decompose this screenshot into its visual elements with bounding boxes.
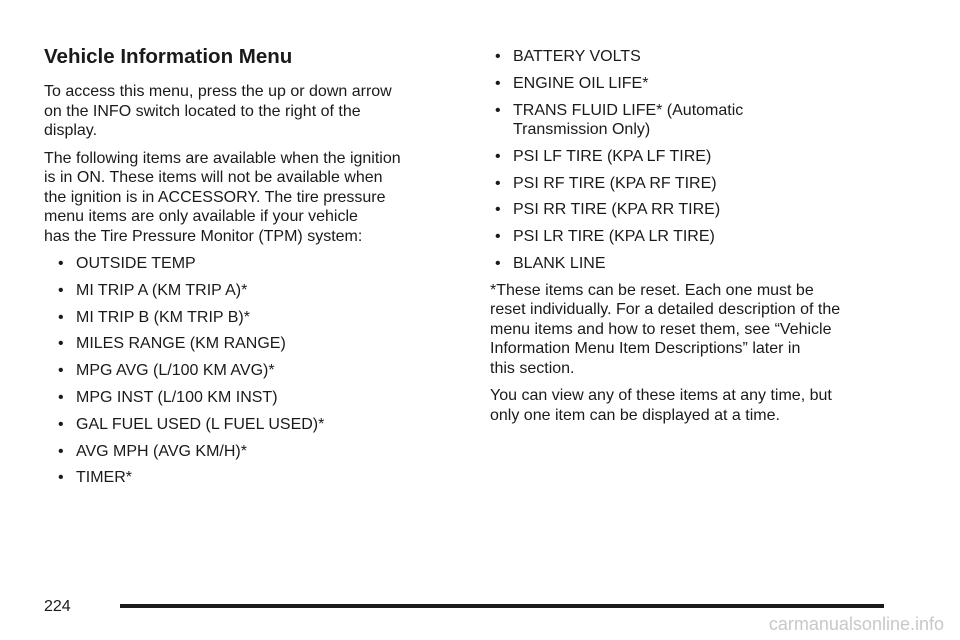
- list-item-label: BATTERY VOLTS: [513, 48, 641, 65]
- left-column: [44, 44, 454, 495]
- list-item: [58, 334, 454, 354]
- bullet-icon: •: [495, 101, 501, 119]
- list-item-label: MPG INST (L/100 KM INST): [76, 388, 278, 406]
- list-item-label: BLANK LINE: [513, 255, 606, 273]
- right-column: [490, 47, 910, 433]
- list-item-label: PSI LR TIRE (KPA LR TIRE): [513, 228, 715, 246]
- list-item: [58, 281, 454, 301]
- bullet-icon: •: [495, 174, 501, 192]
- footer-rule: [120, 604, 884, 608]
- bullet-icon: •: [58, 362, 64, 380]
- list-item: [495, 101, 910, 140]
- list-item: [495, 227, 910, 247]
- bullet-icon: •: [58, 281, 64, 299]
- bullet-icon: •: [58, 442, 64, 460]
- section-title: Vehicle Information Menu: [44, 45, 293, 68]
- bullet-icon: •: [58, 415, 64, 433]
- bullet-icon: •: [58, 469, 64, 487]
- list-item: [495, 254, 910, 274]
- bullet-icon: •: [58, 388, 64, 406]
- list-item-label: TIMER*: [76, 469, 132, 487]
- list-item-label: MILES RANGE (KM RANGE): [76, 335, 286, 353]
- list-item: [58, 415, 454, 435]
- list-item: [495, 174, 910, 194]
- list-item: [495, 47, 910, 67]
- list-item-label: MI TRIP B (KM TRIP B)*: [76, 308, 250, 326]
- list-item: [58, 468, 454, 488]
- bullet-icon: •: [58, 335, 64, 353]
- bullet-icon: •: [58, 255, 64, 272]
- view-note-paragraph: You can view any of these items at any time, but only one item can be displayed at a time.: [490, 387, 832, 424]
- list-item-label: OUTSIDE TEMP: [76, 255, 196, 272]
- bullet-icon: •: [58, 308, 64, 326]
- menu-items-list-right: [495, 47, 910, 274]
- watermark: carmanualsonline.info: [768, 614, 944, 634]
- list-item-label: AVG MPH (AVG KM/H)*: [76, 442, 247, 460]
- intro-paragraph: To access this menu, press the up or down arrow on the INFO switch located to the right of the display.: [44, 83, 392, 139]
- list-item: [58, 308, 454, 328]
- availability-paragraph: The following items are available when the ignition is in ON. These items will not be available when the ignition is in ACCESSORY. The tire pressure menu items are only available if your vehicle has the Tire Pressure Monitor (TPM) system:: [44, 149, 401, 245]
- page-number: 224: [44, 598, 71, 615]
- list-item-label: PSI RR TIRE (KPA RR TIRE): [513, 201, 721, 219]
- bullet-icon: •: [495, 48, 501, 65]
- list-item-label: PSI RF TIRE (KPA RF TIRE): [513, 174, 717, 192]
- list-item: [495, 74, 910, 94]
- list-item-label: GAL FUEL USED (L FUEL USED)*: [76, 415, 325, 433]
- bullet-icon: •: [495, 201, 501, 219]
- bullet-icon: •: [495, 228, 501, 246]
- bullet-icon: •: [495, 147, 501, 165]
- list-item-label: MI TRIP A (KM TRIP A)*: [76, 281, 248, 299]
- list-item: [495, 147, 910, 167]
- list-item: [58, 388, 454, 408]
- bullet-icon: •: [495, 255, 501, 273]
- list-item-label: MPG AVG (L/100 KM AVG)*: [76, 362, 275, 380]
- list-item: [495, 200, 910, 220]
- list-item-label: TRANS FLUID LIFE* (Automatic Transmission Only): [513, 101, 744, 139]
- list-item-label: ENGINE OIL LIFE*: [513, 74, 649, 92]
- bullet-icon: •: [495, 74, 501, 92]
- list-item-label: PSI LF TIRE (KPA LF TIRE): [513, 147, 712, 165]
- list-item: [58, 254, 454, 274]
- menu-items-list-left: [58, 254, 454, 488]
- list-item: [58, 442, 454, 462]
- reset-note-paragraph: *These items can be reset. Each one must be reset individually. For a detailed description of the menu items and how to reset them, see “Vehicle Information Menu Item Descriptions” later in this section.: [490, 281, 841, 377]
- list-item: [58, 361, 454, 381]
